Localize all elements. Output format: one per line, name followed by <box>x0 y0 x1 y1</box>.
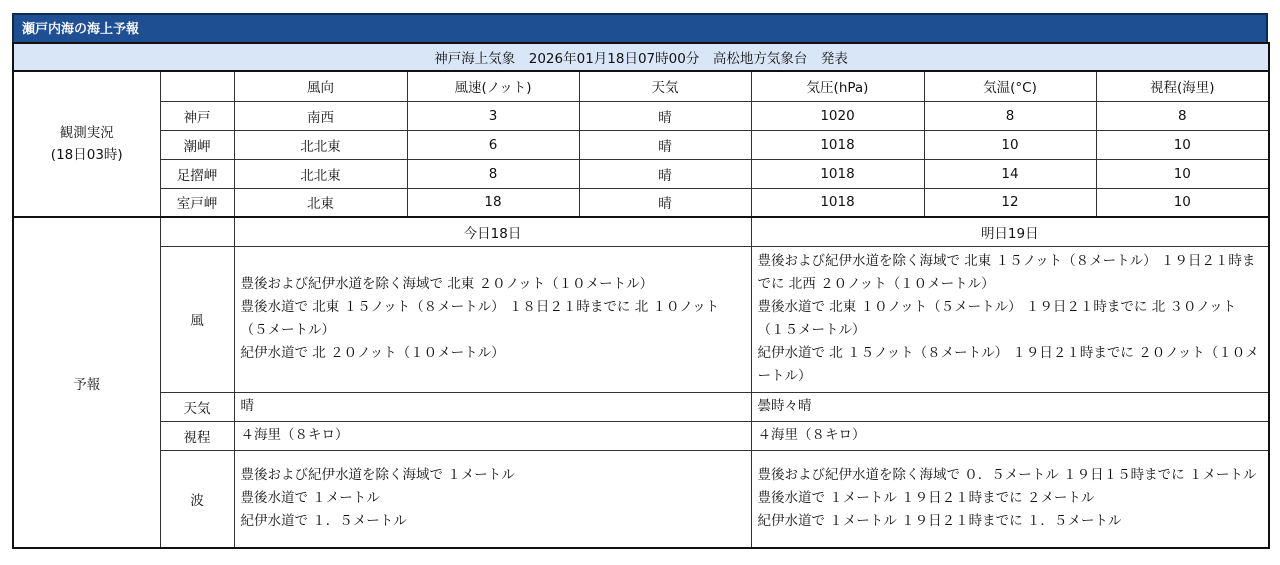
observation-section-label <box>13 71 160 217</box>
table-row <box>13 130 1269 159</box>
table-row <box>13 188 1269 217</box>
waves-day1-line: 豊後水道で １メートル <box>240 490 380 507</box>
cell-visibility: 8 <box>1096 101 1269 130</box>
wind-day1-line: 豊後および紀伊水道を除く海域で 北東 ２０ノット（１０メートル） <box>240 276 654 292</box>
cell-weather: 晴 <box>579 188 751 217</box>
station-name: 室戸岬 <box>160 188 234 217</box>
header-temperature: 気温(°C) <box>924 71 1096 101</box>
cell-wind-speed: 6 <box>407 130 579 159</box>
waves-day1-line: 豊後および紀伊水道を除く海域で １メートル <box>240 467 515 484</box>
cell-pressure: 1020 <box>751 101 924 130</box>
wind-day1-line: 紀伊水道で 北 ２０ノット（１０メートル） <box>240 345 505 361</box>
table-row <box>13 159 1269 188</box>
cell-wind-direction: 北北東 <box>234 159 407 188</box>
wind-day2-line: 豊後水道で 北東 １０ノット（５メートル） １９日２１時までに 北 ３０ノット（１５メートル） <box>757 299 1237 338</box>
cell-temperature: 8 <box>924 101 1096 130</box>
wind-day1-line: 豊後水道で 北東 １５ノット（８メートル） １８日２１時までに 北 １０ノット（５メートル） <box>240 299 720 338</box>
waves-day2 <box>751 450 1269 548</box>
header-blank <box>160 71 234 101</box>
wind-row-label: 風 <box>160 246 234 392</box>
panel-title: 瀬戸内海の海上予報 <box>12 13 1268 42</box>
cell-weather: 晴 <box>579 130 751 159</box>
observation-label: 観測実況 <box>59 125 114 141</box>
visibility-day1: ４海里（８キロ） <box>234 421 751 450</box>
issue-line: 神戸海上気象 2026年01月18日07時00分 高松地方気象台 発表 <box>13 43 1269 71</box>
visibility-day2: ４海里（８キロ） <box>751 421 1269 450</box>
cell-temperature: 10 <box>924 130 1096 159</box>
wind-day2 <box>751 246 1269 392</box>
cell-pressure: 1018 <box>751 188 924 217</box>
cell-visibility: 10 <box>1096 130 1269 159</box>
cell-pressure: 1018 <box>751 130 924 159</box>
waves-day1 <box>234 450 751 548</box>
forecast-day1-header: 今日18日 <box>234 217 751 246</box>
table-row <box>13 101 1269 130</box>
station-name: 神戸 <box>160 101 234 130</box>
forecast-header-blank <box>160 217 234 246</box>
waves-day1-line: 紀伊水道で １．５メートル <box>240 513 407 530</box>
cell-visibility: 10 <box>1096 188 1269 217</box>
weather-day1: 晴 <box>234 392 751 421</box>
cell-pressure: 1018 <box>751 159 924 188</box>
waves-day2-line: 紀伊水道で １メートル １９日２１時までに １．５メートル <box>757 513 1122 530</box>
cell-wind-direction: 北北東 <box>234 130 407 159</box>
cell-wind-speed: 18 <box>407 188 579 217</box>
wind-day2-line: 紀伊水道で 北 １５ノット（８メートル） １９日２１時までに ２０ノット（１０メートル） <box>757 345 1259 384</box>
cell-wind-direction: 南西 <box>234 101 407 130</box>
weather-day2: 曇時々晴 <box>751 392 1269 421</box>
header-wind-direction: 風向 <box>234 71 407 101</box>
header-pressure: 気圧(hPa) <box>751 71 924 101</box>
cell-visibility: 10 <box>1096 159 1269 188</box>
cell-temperature: 14 <box>924 159 1096 188</box>
cell-weather: 晴 <box>579 159 751 188</box>
cell-wind-speed: 8 <box>407 159 579 188</box>
waves-day2-line: 豊後および紀伊水道を除く海域で ０．５メートル １９日１５時までに １メートル <box>757 467 1257 484</box>
station-name: 潮岬 <box>160 130 234 159</box>
forecast-day2-header: 明日19日 <box>751 217 1269 246</box>
visibility-row-label: 視程 <box>160 421 234 450</box>
waves-day2-line: 豊後水道で １メートル １９日２１時までに ２メートル <box>757 490 1095 507</box>
header-wind-speed: 風速(ノット) <box>407 71 579 101</box>
station-name: 足摺岬 <box>160 159 234 188</box>
cell-wind-direction: 北東 <box>234 188 407 217</box>
header-visibility: 視程(海里) <box>1096 71 1269 101</box>
waves-row-label: 波 <box>160 450 234 548</box>
forecast-table <box>12 42 1270 549</box>
header-weather: 天気 <box>579 71 751 101</box>
cell-weather: 晴 <box>579 101 751 130</box>
cell-temperature: 12 <box>924 188 1096 217</box>
wind-day1 <box>234 246 751 392</box>
cell-wind-speed: 3 <box>407 101 579 130</box>
weather-row-label: 天気 <box>160 392 234 421</box>
forecast-section-label: 予報 <box>13 217 160 548</box>
wind-day2-line: 豊後および紀伊水道を除く海域で 北東 １５ノット（８メートル） １９日２１時までに 北西 ２０ノット（１０メートル） <box>757 253 1256 292</box>
forecast-panel <box>12 13 1268 549</box>
observation-time: (18日03時) <box>50 147 123 163</box>
